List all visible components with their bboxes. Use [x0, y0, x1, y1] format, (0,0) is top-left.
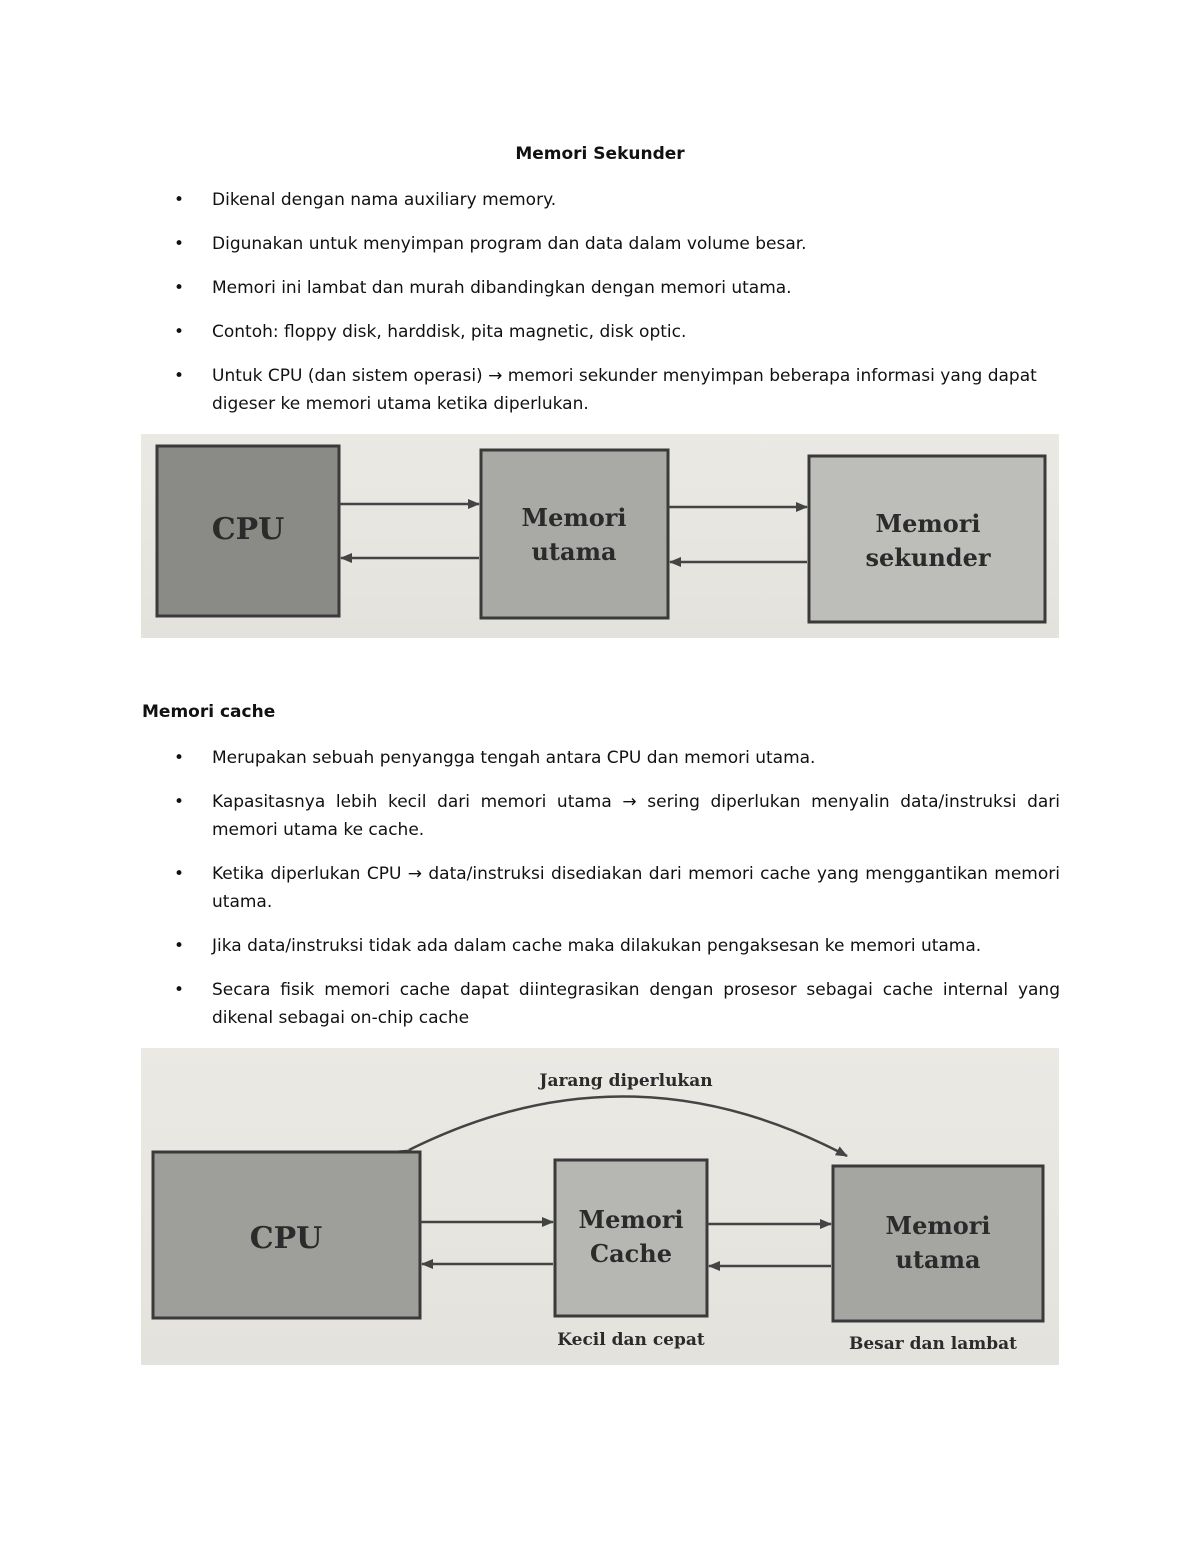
- arc-arrow-cpu-main: [409, 1096, 847, 1156]
- cpu-label: CPU: [211, 512, 285, 547]
- main-memory-box: [833, 1166, 1043, 1321]
- list-item: [142, 186, 1060, 214]
- bullet-icon: •: [174, 234, 185, 254]
- list-item: [142, 976, 1060, 1032]
- bullet-icon: •: [174, 190, 185, 210]
- diagram-memori-sekunder: [141, 434, 1059, 638]
- list-item: [142, 274, 1060, 302]
- list-item: [142, 744, 1060, 772]
- list-item: [142, 230, 1060, 258]
- bullet-text: Dikenal dengan nama auxiliary memory.: [212, 190, 557, 210]
- bullet-text-part: sering diperlukan menyalin data/instruksi dari memori utama ke cache.: [212, 792, 1060, 840]
- secondary-memory-box: [809, 456, 1045, 622]
- main-memory-label-1: Memori: [521, 503, 627, 532]
- list-item: [142, 362, 1060, 418]
- list-item: [142, 932, 1060, 960]
- main-memory-label-1: Memori: [885, 1211, 991, 1240]
- bullet-icon: •: [174, 366, 185, 386]
- cache-caption: Kecil dan cepat: [557, 1330, 705, 1350]
- bullet-icon: •: [174, 936, 185, 956]
- bullet-text: Jika data/instruksi tidak ada dalam cache maka dilakukan pengaksesan ke memori utama.: [212, 936, 982, 956]
- bullet-icon: •: [174, 748, 185, 768]
- main-memory-label-2: utama: [531, 537, 617, 566]
- right-arrow-icon: →: [622, 792, 637, 812]
- bullet-icon: •: [174, 792, 185, 812]
- list-item: [142, 318, 1060, 346]
- secondary-memory-label-2: sekunder: [865, 543, 991, 572]
- list-item: [142, 788, 1060, 844]
- cache-memory-label-1: Memori: [578, 1205, 684, 1234]
- cpu-label: CPU: [249, 1221, 323, 1256]
- section-title-memori-sekunder: Memori Sekunder: [515, 144, 685, 164]
- main-memory-box: [481, 450, 668, 618]
- diagram-svg: [141, 1048, 1059, 1365]
- bullet-icon: •: [174, 322, 185, 342]
- bullet-icon: •: [174, 278, 185, 298]
- bullet-list-memori-cache: [142, 744, 1060, 1048]
- bullet-icon: •: [174, 864, 185, 884]
- list-item: [142, 860, 1060, 916]
- rarely-needed-label: Jarang diperlukan: [539, 1071, 713, 1091]
- diagram-svg: [141, 434, 1059, 638]
- bullet-text-part: Ketika diperlukan CPU: [212, 864, 402, 884]
- secondary-memory-label-1: Memori: [875, 509, 981, 538]
- cache-memory-box: [555, 1160, 707, 1316]
- bullet-text-part: Untuk CPU (dan sistem operasi): [212, 366, 483, 386]
- bullet-text: Contoh: floppy disk, harddisk, pita magnetic, disk optic.: [212, 322, 687, 342]
- bullet-text: Memori ini lambat dan murah dibandingkan dengan memori utama.: [212, 278, 792, 298]
- bullet-text: Merupakan sebuah penyangga tengah antara CPU dan memori utama.: [212, 748, 816, 768]
- bullet-text-part: memori sekunder menyimpan beberapa informasi yang dapat digeser ke memori utama ketika diperlukan.: [212, 366, 1037, 414]
- bullet-list-memori-sekunder: [142, 186, 1060, 434]
- bullet-text-part: Kapasitasnya lebih kecil dari memori utama: [212, 792, 612, 812]
- diagram-memori-cache: [141, 1048, 1059, 1365]
- right-arrow-icon: →: [407, 864, 422, 884]
- main-caption: Besar dan lambat: [848, 1334, 1018, 1354]
- section-title-memori-cache: Memori cache: [142, 702, 276, 722]
- main-memory-label-2: utama: [895, 1245, 981, 1274]
- bullet-text: Digunakan untuk menyimpan program dan data dalam volume besar.: [212, 234, 807, 254]
- bullet-icon: •: [174, 980, 185, 1000]
- right-arrow-icon: →: [488, 366, 503, 386]
- bullet-text: Secara fisik memori cache dapat diintegrasikan dengan prosesor sebagai cache internal yang dikenal sebagai on-chip cache: [212, 980, 1060, 1028]
- cache-memory-label-2: Cache: [590, 1239, 672, 1268]
- bullet-text-part: data/instruksi disediakan dari memori cache yang menggantikan memori utama.: [212, 864, 1060, 912]
